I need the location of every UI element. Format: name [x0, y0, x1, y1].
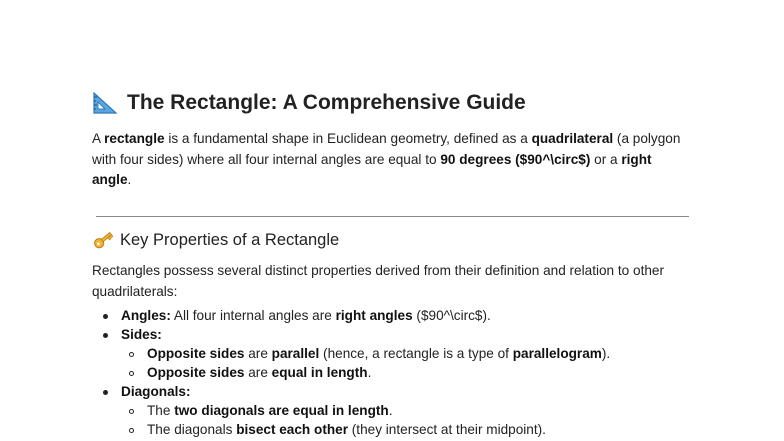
- sub-bullet-circle: [129, 352, 134, 357]
- list-item-sides-parallel: Opposite sides are parallel (hence, a rectangle is a type of parallelogram).: [147, 346, 611, 361]
- list-item-diagonals: Diagonals:: [121, 384, 191, 399]
- list-item-sides: Sides:: [121, 327, 162, 342]
- sub-bullet-circle: [129, 371, 134, 376]
- sub-bullet-circle: [129, 428, 134, 433]
- list-item-angles: Angles: All four internal angles are right angles ($90^\circ$).: [121, 308, 491, 323]
- section-heading: [92, 230, 339, 250]
- key-icon: [92, 230, 114, 250]
- triangular-ruler-icon: [92, 92, 118, 114]
- list-item-diagonals-bisect: The diagonals bisect each other (they intersect at their midpoint).: [147, 422, 546, 437]
- horizontal-divider: [96, 216, 689, 217]
- list-item-sides-equal: Opposite sides are equal in length.: [147, 365, 372, 380]
- bullet-dot: [103, 314, 108, 319]
- page-title: [92, 91, 526, 115]
- sub-bullet-circle: [129, 409, 134, 414]
- section-heading-text: Key Properties of a Rectangle: [120, 230, 340, 249]
- section-description: Rectangles possess several distinct properties derived from their definition and relation to other quadrilaterals:: [92, 263, 664, 299]
- list-item-diagonals-equal: The two diagonals are equal in length.: [147, 403, 393, 418]
- bullet-dot: [103, 390, 108, 395]
- bullet-dot: [103, 333, 108, 338]
- intro-paragraph: A rectangle is a fundamental shape in Euclidean geometry, defined as a quadrilateral (a polygon with four sides) where all four internal angles are equal to 90 degrees ($90^\circ$) or a right angle.: [92, 131, 681, 188]
- page-title-text: The Rectangle: A Comprehensive Guide: [127, 91, 526, 114]
